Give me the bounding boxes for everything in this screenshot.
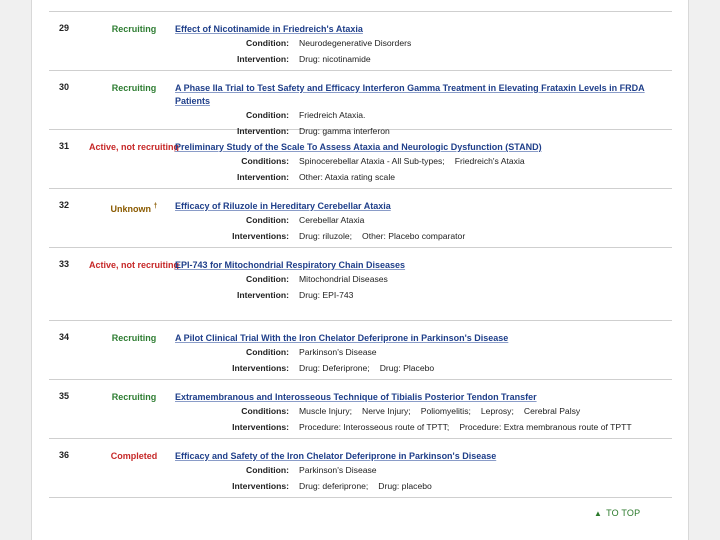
condition-value: Friedreich's Ataxia bbox=[454, 156, 525, 166]
condition-values bbox=[299, 464, 669, 476]
intervention-values bbox=[299, 171, 669, 183]
status-cell bbox=[89, 200, 179, 216]
intervention-value: Drug: EPI-743 bbox=[299, 290, 354, 300]
status-cell bbox=[89, 23, 179, 36]
study-number: 35 bbox=[59, 391, 70, 401]
intervention-label: Interventions: bbox=[232, 422, 289, 432]
condition-value: Friedreich Ataxia. bbox=[299, 110, 366, 120]
condition-values bbox=[299, 214, 669, 226]
intervention-value: Drug: deferiprone; bbox=[299, 481, 369, 491]
table-row bbox=[49, 71, 672, 136]
status-badge: Unknown bbox=[110, 204, 152, 214]
intervention-label: Intervention: bbox=[236, 290, 289, 300]
intervention-values bbox=[299, 362, 669, 374]
status-cell bbox=[89, 82, 179, 95]
condition-label: Condition: bbox=[246, 347, 289, 357]
study-number: 29 bbox=[59, 23, 70, 33]
condition-values bbox=[299, 155, 669, 167]
intervention-field bbox=[175, 230, 670, 242]
study-title-link[interactable]: A Pilot Clinical Trial With the Iron Chelator Deferiprone in Parkinson's Disease bbox=[175, 333, 509, 343]
condition-value: Cerebellar Ataxia bbox=[299, 215, 365, 225]
condition-value: Poliomyelitis; bbox=[420, 406, 471, 416]
intervention-value: Drug: Placebo bbox=[379, 363, 435, 373]
condition-field bbox=[175, 405, 670, 417]
study-title-link[interactable]: Preliminary Study of the Scale To Assess Ataxia and Neurologic Dysfunction (STAND) bbox=[175, 142, 542, 152]
intervention-field bbox=[175, 421, 670, 433]
intervention-values bbox=[299, 480, 669, 492]
condition-values bbox=[299, 405, 669, 417]
condition-label: Condition: bbox=[246, 274, 289, 284]
condition-field bbox=[175, 273, 670, 285]
intervention-values bbox=[299, 421, 669, 433]
intervention-value: Drug: Deferiprone; bbox=[299, 363, 370, 373]
condition-label: Conditions: bbox=[241, 406, 289, 416]
condition-values bbox=[299, 37, 669, 49]
status-cell bbox=[89, 450, 179, 463]
intervention-value: Other: Placebo comparator bbox=[362, 231, 466, 241]
table-row bbox=[49, 12, 672, 71]
status-badge: Completed bbox=[110, 451, 158, 461]
status-badge: Recruiting bbox=[111, 333, 157, 343]
intervention-label: Intervention: bbox=[236, 172, 289, 182]
condition-field bbox=[175, 346, 670, 358]
condition-values bbox=[299, 273, 669, 285]
condition-label: Conditions: bbox=[241, 156, 289, 166]
condition-field bbox=[175, 37, 670, 49]
status-footnote-mark: † bbox=[153, 203, 158, 210]
intervention-value: Other: Ataxia rating scale bbox=[299, 172, 396, 182]
intervention-value: Drug: placebo bbox=[378, 481, 432, 491]
condition-value: Mitochondrial Diseases bbox=[299, 274, 388, 284]
intervention-field bbox=[175, 480, 670, 492]
condition-label: Condition: bbox=[246, 38, 289, 48]
table-row bbox=[49, 380, 672, 439]
condition-value: Neurodegenerative Disorders bbox=[299, 38, 412, 48]
status-badge: Recruiting bbox=[111, 392, 157, 402]
intervention-values bbox=[299, 230, 669, 242]
to-top-label: TO TOP bbox=[606, 508, 641, 518]
status-cell bbox=[89, 391, 179, 404]
study-number: 31 bbox=[59, 141, 70, 151]
arrow-up-icon: ▲ bbox=[594, 509, 603, 518]
condition-label: Condition: bbox=[246, 110, 289, 120]
condition-value: Cerebral Palsy bbox=[523, 406, 581, 416]
condition-field bbox=[175, 464, 670, 476]
status-cell bbox=[89, 259, 179, 272]
condition-field bbox=[175, 109, 670, 121]
intervention-field bbox=[175, 171, 670, 183]
study-number: 33 bbox=[59, 259, 70, 269]
intervention-label: Interventions: bbox=[232, 231, 289, 241]
intervention-value: Drug: riluzole; bbox=[299, 231, 353, 241]
condition-values bbox=[299, 346, 669, 358]
study-title-link[interactable]: Extramembranous and Interosseous Technique of Tibialis Posterior Tendon Transfer bbox=[175, 392, 537, 402]
status-badge: Recruiting bbox=[111, 83, 157, 93]
status-badge: Recruiting bbox=[111, 24, 157, 34]
study-number: 30 bbox=[59, 82, 70, 92]
intervention-field bbox=[175, 289, 670, 301]
intervention-label: Interventions: bbox=[232, 363, 289, 373]
status-badge: Active, not recruiting bbox=[89, 260, 180, 270]
condition-value: Spinocerebellar Ataxia - All Sub-types; bbox=[299, 156, 445, 166]
intervention-value: Procedure: Interosseous route of TPTT; bbox=[299, 422, 450, 432]
intervention-value: Drug: nicotinamide bbox=[299, 54, 371, 64]
condition-value: Leprosy; bbox=[480, 406, 514, 416]
study-number: 34 bbox=[59, 332, 70, 342]
condition-label: Condition: bbox=[246, 215, 289, 225]
condition-field bbox=[175, 214, 670, 226]
to-top-link[interactable] bbox=[594, 508, 640, 518]
condition-value: Parkinson's Disease bbox=[299, 347, 377, 357]
intervention-values bbox=[299, 53, 669, 65]
intervention-label: Intervention: bbox=[236, 54, 289, 64]
condition-value: Muscle Injury; bbox=[299, 406, 353, 416]
status-cell bbox=[89, 141, 179, 154]
status-badge: Active, not recruiting bbox=[89, 142, 180, 152]
status-cell bbox=[89, 332, 179, 345]
intervention-label: Interventions: bbox=[232, 481, 289, 491]
intervention-value: Drug: gamma interferon bbox=[299, 126, 390, 136]
intervention-label: Intervention: bbox=[236, 126, 289, 136]
intervention-values bbox=[299, 289, 669, 301]
table-row bbox=[49, 130, 672, 189]
study-title-link[interactable]: Efficacy and Safety of the Iron Chelator Deferiprone in Parkinson's Disease bbox=[175, 451, 497, 461]
intervention-field bbox=[175, 53, 670, 65]
table-row bbox=[49, 248, 672, 321]
study-title-link[interactable]: Efficacy of Riluzole in Hereditary Cerebellar Ataxia bbox=[175, 201, 391, 211]
condition-value: Nerve Injury; bbox=[362, 406, 411, 416]
condition-value: Parkinson's Disease bbox=[299, 465, 377, 475]
table-row bbox=[49, 321, 672, 380]
table-row bbox=[49, 189, 672, 248]
condition-field bbox=[175, 155, 670, 167]
intervention-value: Procedure: Extra membranous route of TPTT bbox=[459, 422, 632, 432]
study-number: 36 bbox=[59, 450, 70, 460]
table-row bbox=[49, 439, 672, 498]
study-title-link[interactable]: A Phase IIa Trial to Test Safety and Efficacy Interferon Gamma Treatment in Elevating Frataxin Levels in FRDA Patients bbox=[175, 83, 645, 106]
condition-values bbox=[299, 109, 669, 121]
study-number: 32 bbox=[59, 200, 70, 210]
study-title-link[interactable]: EPI-743 for Mitochondrial Respiratory Chain Diseases bbox=[175, 260, 406, 270]
intervention-field bbox=[175, 362, 670, 374]
study-title-link[interactable]: Effect of Nicotinamide in Friedreich's Ataxia bbox=[175, 24, 363, 34]
condition-label: Condition: bbox=[246, 465, 289, 475]
